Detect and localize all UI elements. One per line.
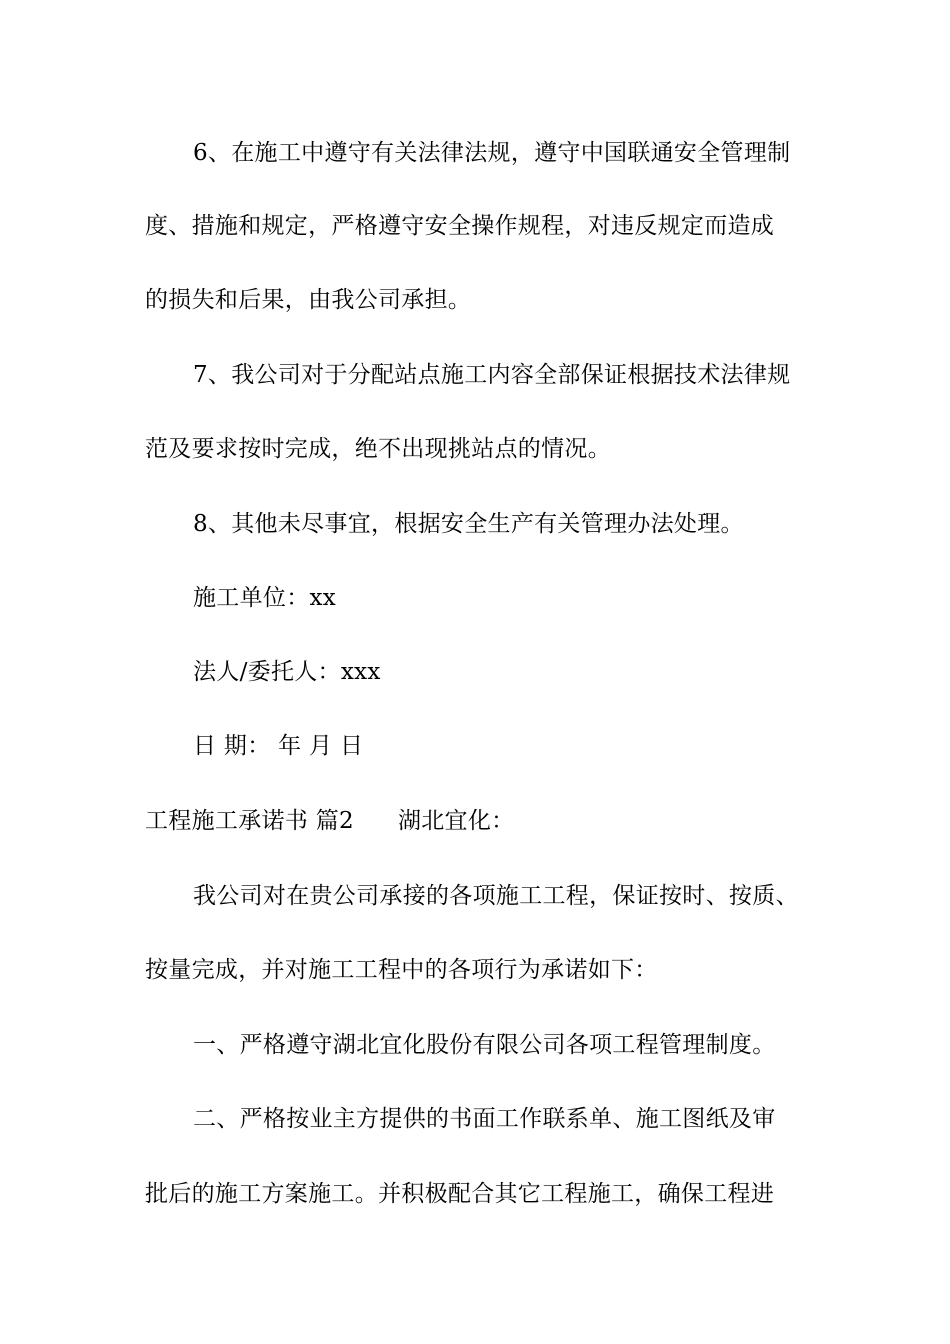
clause-6-line-2: 度、措施和规定，严格遵守安全操作规程，对违反规定而造成 <box>145 213 775 239</box>
section-heading <box>145 806 815 836</box>
contractor-line: 施工单位：xx <box>193 585 337 611</box>
body-line-5: 批后的施工方案施工。并积极配合其它工程施工，确保工程进 <box>145 1181 775 1207</box>
addressee: 湖北宜化： <box>397 808 515 834</box>
body-line-1: 我公司对在贵公司承接的各项施工工程，保证按时、按质、 <box>193 883 799 909</box>
clause-7-line-2: 范及要求按时完成，绝不出现挑站点的情况。 <box>145 436 611 462</box>
date-line: 日 期： 年 月 日 <box>193 733 364 759</box>
clause-8-line: 8、其他未尽事宜，根据安全生产有关管理办法处理。 <box>193 511 744 537</box>
clause-7-line-1: 7、我公司对于分配站点施工内容全部保证根据技术法律规 <box>193 362 791 388</box>
clause-6-line-1: 6、在施工中遵守有关法律法规，遵守中国联通安全管理制 <box>193 140 791 166</box>
clause-6-line-3: 的损失和后果，由我公司承担。 <box>145 287 472 313</box>
body-line-4: 二、严格按业主方提供的书面工作联系单、施工图纸及审 <box>193 1106 776 1132</box>
legal-rep-line: 法人/委托人：xxx <box>193 659 381 685</box>
section-title: 工程施工承诺书 篇2 <box>145 808 354 834</box>
body-line-2: 按量完成，并对施工工程中的各项行为承诺如下： <box>145 957 658 983</box>
body-line-3: 一、严格遵守湖北宜化股份有限公司各项工程管理制度。 <box>193 1032 776 1058</box>
